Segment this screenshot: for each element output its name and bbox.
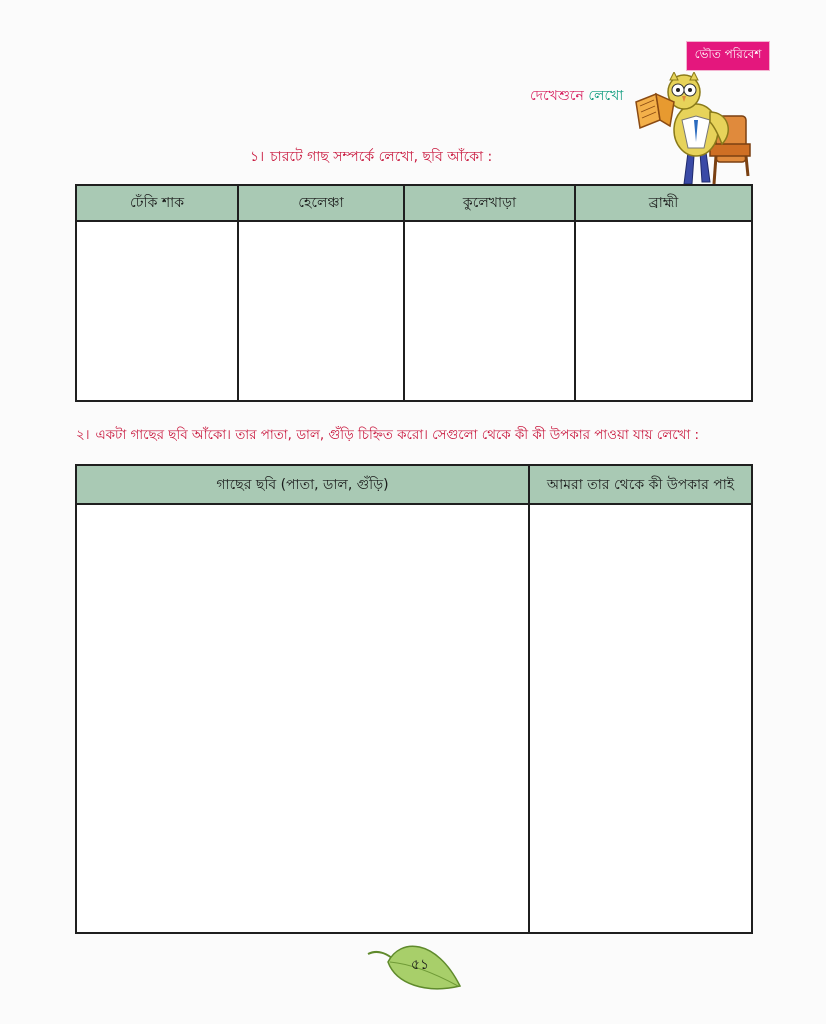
column-header: ঢেঁকি শাক	[76, 185, 238, 221]
column-header: ব্রাহ্মী	[575, 185, 752, 221]
drawing-cell[interactable]	[76, 504, 529, 933]
column-header: হেলেঞ্চা	[238, 185, 404, 221]
activity-heading	[530, 84, 623, 108]
column-header: গাছের ছবি (পাতা, ডাল, গুঁড়ি)	[76, 465, 529, 504]
plants-table	[75, 184, 753, 402]
reading-owl-icon	[630, 72, 754, 187]
page-number: ৫১	[410, 957, 430, 973]
activity-heading-part1: দেখেশুনে	[530, 88, 584, 104]
answer-cell[interactable]	[529, 504, 752, 933]
answer-cell[interactable]	[404, 221, 575, 401]
column-header: কুলেখাড়া	[404, 185, 575, 221]
question-1	[250, 145, 492, 169]
tree-drawing-table	[75, 464, 753, 934]
section-badge: ভৌত পরিবেশ	[687, 42, 769, 70]
question-1-number: ১।	[250, 149, 265, 165]
activity-heading-part2: লেখো	[583, 88, 624, 104]
column-header: আমরা তার থেকে কী উপকার পাই	[529, 465, 752, 504]
question-1-text: চারটে গাছ সম্পর্কে লেখো, ছবি আঁকো :	[270, 149, 493, 165]
answer-cell[interactable]	[238, 221, 404, 401]
question-2-number: ২।	[76, 428, 90, 443]
question-2-text: একটা গাছের ছবি আঁকো। তার পাতা, ডাল, গুঁড়ি চিহ্নিত করো। সেগুলো থেকে কী কী উপকার পাওয়া যায় লেখো :	[95, 428, 700, 443]
answer-cell[interactable]	[575, 221, 752, 401]
answer-cell[interactable]	[76, 221, 238, 401]
question-2	[76, 425, 699, 447]
